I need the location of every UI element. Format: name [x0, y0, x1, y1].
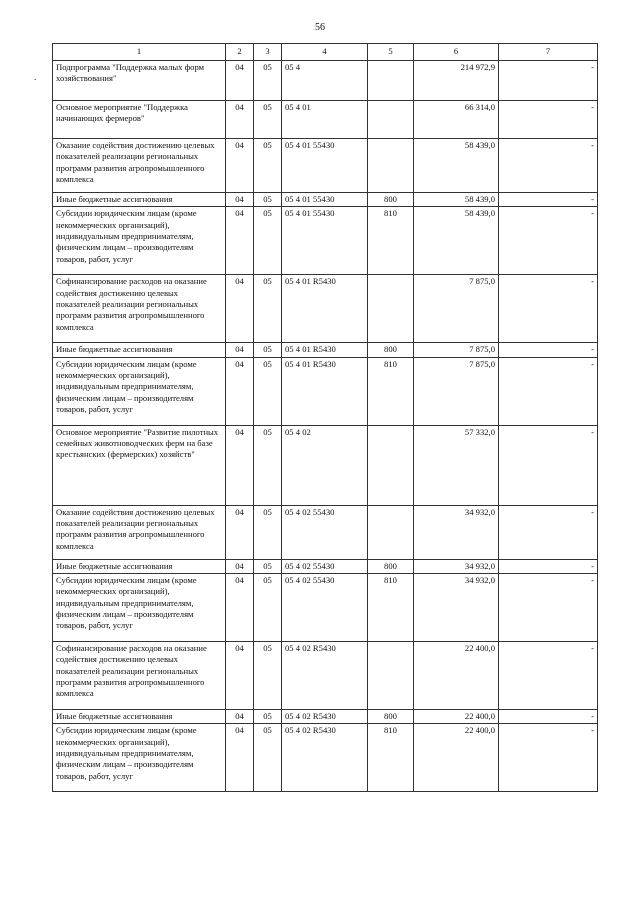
- header-cell: 6: [414, 44, 499, 61]
- row-col7-cell: -: [499, 357, 598, 425]
- header-cell: 4: [282, 44, 368, 61]
- table-row: [53, 343, 598, 357]
- row-section-cell: 04: [226, 710, 254, 724]
- page-number: 56: [315, 22, 325, 33]
- row-amount-cell: 66 314,0: [414, 101, 499, 139]
- row-name-cell: Субсидии юридическим лицам (кроме некоммерческих организаций), индивидуальным предпринимателям, физическим лицам – производителям товаров, работ, услуг: [53, 207, 226, 275]
- row-section-cell: 04: [226, 642, 254, 710]
- row-target-code-cell: 05 4 02 55430: [282, 559, 368, 573]
- row-col7-cell: -: [499, 505, 598, 559]
- table-body: [53, 61, 598, 792]
- row-expense-type-cell: [368, 505, 414, 559]
- header-cell: 3: [254, 44, 282, 61]
- row-expense-type-cell: 810: [368, 357, 414, 425]
- row-name-cell: Субсидии юридическим лицам (кроме некоммерческих организаций), индивидуальным предпринимателям, физическим лицам – производителям товаров, работ, услуг: [53, 357, 226, 425]
- row-amount-cell: 7 875,0: [414, 357, 499, 425]
- row-target-code-cell: 05 4 01: [282, 101, 368, 139]
- row-expense-type-cell: [368, 642, 414, 710]
- row-name-cell: Иные бюджетные ассигнования: [53, 559, 226, 573]
- header-cell: 1: [53, 44, 226, 61]
- row-section-cell: 04: [226, 357, 254, 425]
- row-section-cell: 04: [226, 139, 254, 193]
- header-row: [53, 44, 598, 61]
- table-row: [53, 505, 598, 559]
- row-subsection-cell: 05: [254, 207, 282, 275]
- row-col7-cell: -: [499, 710, 598, 724]
- row-section-cell: 04: [226, 61, 254, 101]
- row-subsection-cell: 05: [254, 61, 282, 101]
- row-expense-type-cell: 810: [368, 724, 414, 792]
- row-name-cell: Субсидии юридическим лицам (кроме некоммерческих организаций), индивидуальным предпринимателям, физическим лицам – производителям товаров, работ, услуг: [53, 574, 226, 642]
- row-subsection-cell: 05: [254, 710, 282, 724]
- row-target-code-cell: 05 4 01 R5430: [282, 343, 368, 357]
- row-col7-cell: -: [499, 139, 598, 193]
- row-expense-type-cell: 810: [368, 207, 414, 275]
- header-cell: 5: [368, 44, 414, 61]
- row-target-code-cell: 05 4 02 55430: [282, 574, 368, 642]
- row-amount-cell: 57 332,0: [414, 425, 499, 505]
- row-amount-cell: 58 439,0: [414, 139, 499, 193]
- row-expense-type-cell: [368, 139, 414, 193]
- row-name-cell: Оказание содействия достижению целевых показателей реализации региональных программ развития агропромышленного комплекса: [53, 505, 226, 559]
- row-expense-type-cell: [368, 101, 414, 139]
- row-subsection-cell: 05: [254, 642, 282, 710]
- row-target-code-cell: 05 4 01 55430: [282, 193, 368, 207]
- row-subsection-cell: 05: [254, 193, 282, 207]
- table-row: [53, 193, 598, 207]
- row-col7-cell: -: [499, 193, 598, 207]
- row-target-code-cell: 05 4 02 R5430: [282, 724, 368, 792]
- row-target-code-cell: 05 4 02 R5430: [282, 642, 368, 710]
- table-row: [53, 139, 598, 193]
- row-section-cell: 04: [226, 101, 254, 139]
- row-col7-cell: -: [499, 642, 598, 710]
- row-amount-cell: 22 400,0: [414, 710, 499, 724]
- row-name-cell: Софинансирование расходов на оказание содействия достижению целевых показателей реализации региональных программ развития агропромышленного комплекса: [53, 275, 226, 343]
- row-name-cell: Основное мероприятие "Развитие пилотных семейных животноводческих ферм на базе крестьянских (фермерских) хозяйств": [53, 425, 226, 505]
- row-col7-cell: -: [499, 207, 598, 275]
- row-expense-type-cell: 800: [368, 193, 414, 207]
- margin-mark: .: [34, 72, 37, 82]
- row-section-cell: 04: [226, 574, 254, 642]
- row-amount-cell: 34 932,0: [414, 574, 499, 642]
- row-section-cell: 04: [226, 724, 254, 792]
- table-row: [53, 425, 598, 505]
- table-row: [53, 61, 598, 101]
- row-col7-cell: -: [499, 724, 598, 792]
- row-col7-cell: -: [499, 61, 598, 101]
- row-subsection-cell: 05: [254, 724, 282, 792]
- row-amount-cell: 22 400,0: [414, 724, 499, 792]
- row-target-code-cell: 05 4 02: [282, 425, 368, 505]
- row-section-cell: 04: [226, 275, 254, 343]
- table-row: [53, 275, 598, 343]
- row-subsection-cell: 05: [254, 574, 282, 642]
- row-subsection-cell: 05: [254, 343, 282, 357]
- table-row: [53, 574, 598, 642]
- row-expense-type-cell: [368, 61, 414, 101]
- row-subsection-cell: 05: [254, 275, 282, 343]
- header-cell: 7: [499, 44, 598, 61]
- row-expense-type-cell: [368, 425, 414, 505]
- row-name-cell: Подпрограмма "Поддержка малых форм хозяйствования": [53, 61, 226, 101]
- table-row: [53, 101, 598, 139]
- table-row: [53, 357, 598, 425]
- row-target-code-cell: 05 4 02 55430: [282, 505, 368, 559]
- row-section-cell: 04: [226, 207, 254, 275]
- row-target-code-cell: 05 4 02 R5430: [282, 710, 368, 724]
- table-row: [53, 559, 598, 573]
- row-section-cell: 04: [226, 425, 254, 505]
- row-target-code-cell: 05 4 01 55430: [282, 139, 368, 193]
- row-col7-cell: -: [499, 343, 598, 357]
- row-name-cell: Софинансирование расходов на оказание содействия достижению целевых показателей реализации региональных программ развития агропромышленного комплекса: [53, 642, 226, 710]
- row-subsection-cell: 05: [254, 101, 282, 139]
- row-subsection-cell: 05: [254, 559, 282, 573]
- table-row: [53, 207, 598, 275]
- row-subsection-cell: 05: [254, 425, 282, 505]
- row-section-cell: 04: [226, 505, 254, 559]
- row-target-code-cell: 05 4 01 R5430: [282, 275, 368, 343]
- row-name-cell: Оказание содействия достижению целевых показателей реализации региональных программ развития агропромышленного комплекса: [53, 139, 226, 193]
- row-expense-type-cell: 800: [368, 343, 414, 357]
- row-target-code-cell: 05 4 01 R5430: [282, 357, 368, 425]
- row-expense-type-cell: 810: [368, 574, 414, 642]
- row-name-cell: Субсидии юридическим лицам (кроме некоммерческих организаций), индивидуальным предпринимателям, физическим лицам – производителям товаров, работ, услуг: [53, 724, 226, 792]
- row-amount-cell: 58 439,0: [414, 193, 499, 207]
- table-row: [53, 710, 598, 724]
- budget-table: [52, 43, 598, 792]
- table-row: [53, 642, 598, 710]
- row-target-code-cell: 05 4 01 55430: [282, 207, 368, 275]
- row-expense-type-cell: 800: [368, 710, 414, 724]
- header-cell: 2: [226, 44, 254, 61]
- table-row: [53, 724, 598, 792]
- row-col7-cell: -: [499, 559, 598, 573]
- row-section-cell: 04: [226, 343, 254, 357]
- row-expense-type-cell: 800: [368, 559, 414, 573]
- row-amount-cell: 58 439,0: [414, 207, 499, 275]
- table-header: [53, 44, 598, 61]
- row-expense-type-cell: [368, 275, 414, 343]
- row-amount-cell: 7 875,0: [414, 343, 499, 357]
- row-name-cell: Иные бюджетные ассигнования: [53, 193, 226, 207]
- row-section-cell: 04: [226, 559, 254, 573]
- row-subsection-cell: 05: [254, 505, 282, 559]
- row-name-cell: Иные бюджетные ассигнования: [53, 343, 226, 357]
- row-name-cell: Основное мероприятие "Поддержка начинающих фермеров": [53, 101, 226, 139]
- row-amount-cell: 7 875,0: [414, 275, 499, 343]
- row-col7-cell: -: [499, 425, 598, 505]
- row-amount-cell: 34 932,0: [414, 559, 499, 573]
- row-col7-cell: -: [499, 574, 598, 642]
- row-subsection-cell: 05: [254, 357, 282, 425]
- row-amount-cell: 22 400,0: [414, 642, 499, 710]
- row-section-cell: 04: [226, 193, 254, 207]
- row-col7-cell: -: [499, 101, 598, 139]
- row-name-cell: Иные бюджетные ассигнования: [53, 710, 226, 724]
- row-subsection-cell: 05: [254, 139, 282, 193]
- row-amount-cell: 34 932,0: [414, 505, 499, 559]
- row-col7-cell: -: [499, 275, 598, 343]
- row-target-code-cell: 05 4: [282, 61, 368, 101]
- row-amount-cell: 214 972,9: [414, 61, 499, 101]
